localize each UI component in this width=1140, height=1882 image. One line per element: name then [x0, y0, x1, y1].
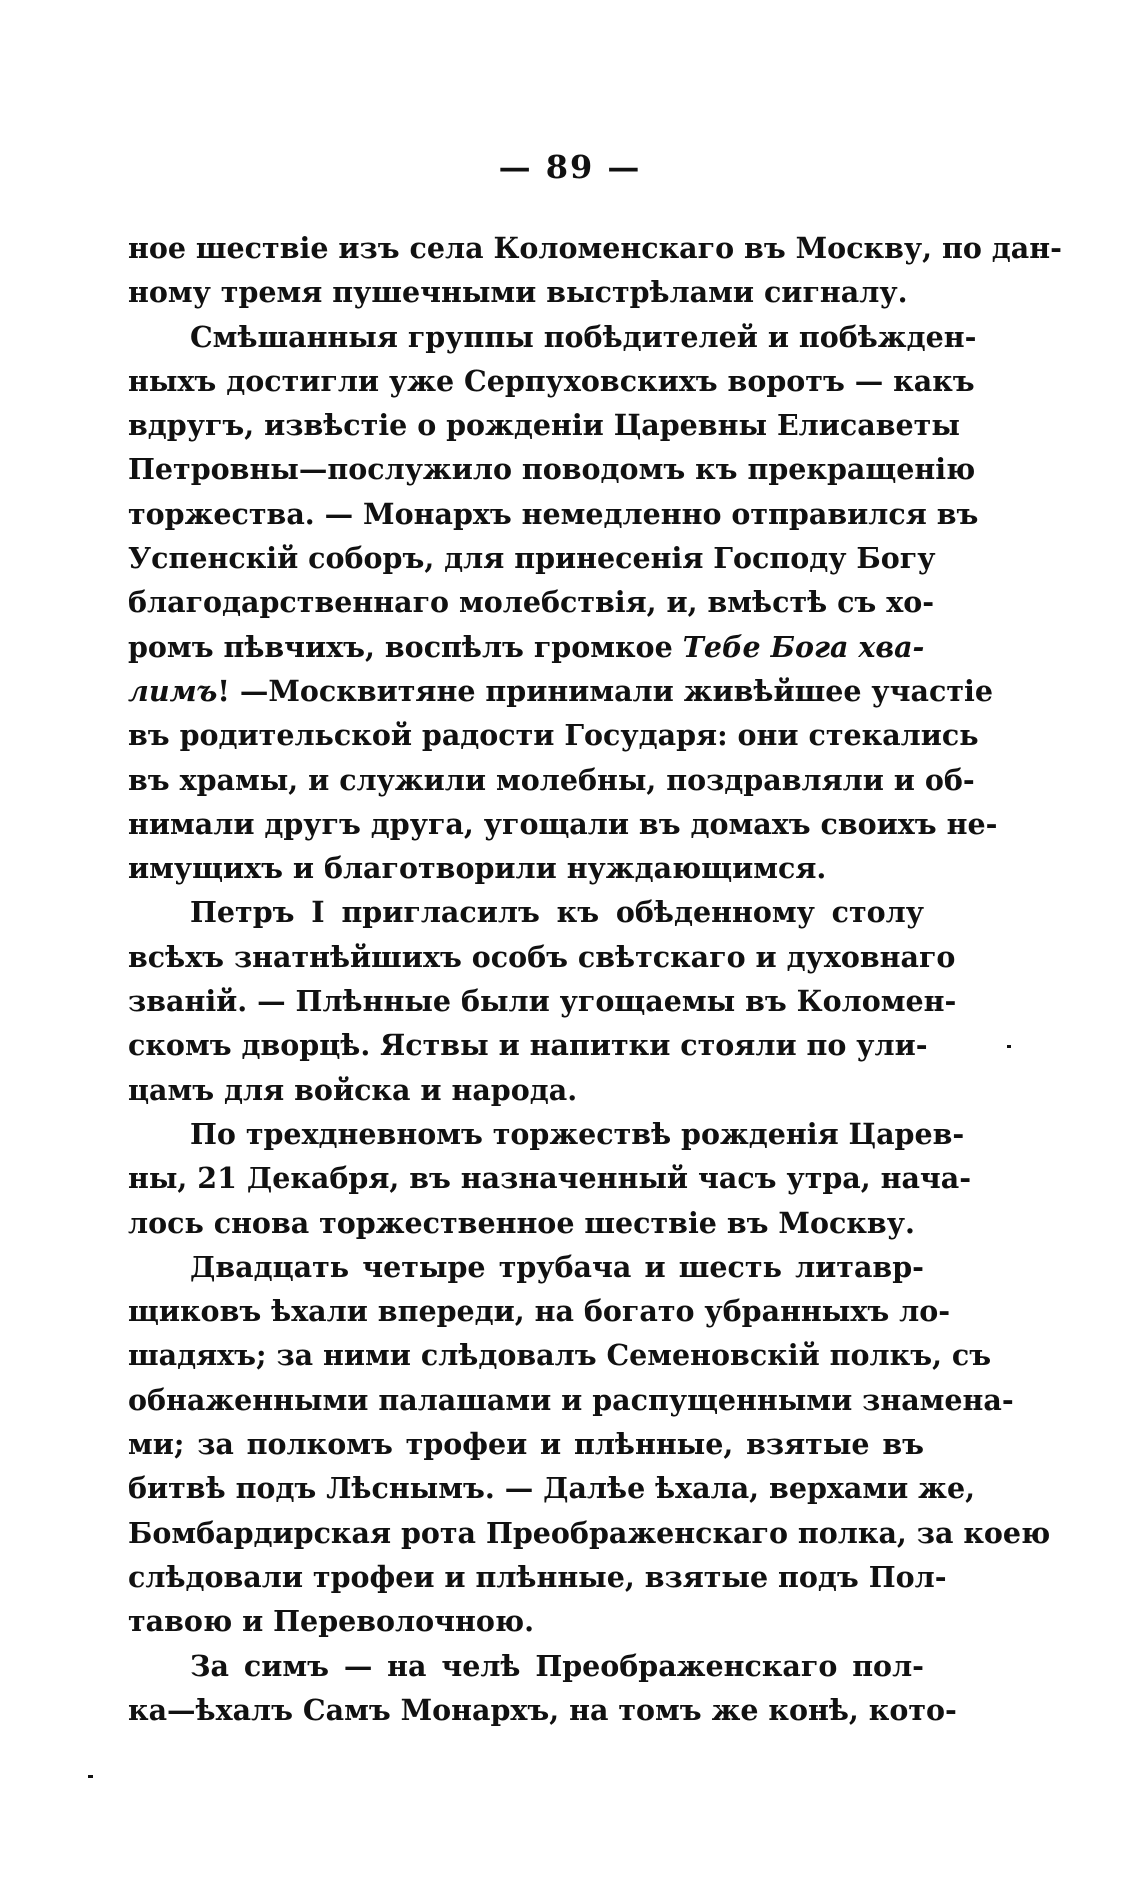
italic-text-run: лимъ [128, 673, 218, 708]
print-speck [88, 1775, 93, 1778]
text-line: вдругъ, извѣстіе о рожденіи Царевны Елисаветы [128, 408, 960, 443]
text-line: въ родительской радости Государя: они стекались [128, 718, 979, 753]
text-line: ное шествіе изъ села Коломенскаго въ Москву, по дан- [128, 231, 1062, 265]
paragraph [128, 226, 1062, 315]
text-line: всѣхъ знатнѣйшихъ особъ свѣтскаго и духовнаго [128, 939, 956, 974]
text-line: тавою и Переволочною. [128, 1604, 535, 1639]
text-line: цамъ для войска и народа. [128, 1072, 578, 1107]
print-speck [1007, 1045, 1011, 1048]
text-line: торжества. — Монархъ немедленно отправился въ [128, 496, 979, 531]
page-number: — 89 — [498, 148, 642, 186]
text-line: благодарственнаго молебствія, и, вмѣстѣ съ хо- [128, 585, 935, 620]
text-run: ! —Москвитяне принимали живѣйшее участіе [217, 673, 993, 708]
text-line: Двадцать четыре трубача и шесть литавр- [190, 1249, 924, 1284]
text-line: Успенскій соборъ, для принесенія Господу Богу [128, 541, 936, 576]
text-line [128, 625, 924, 669]
paragraph [128, 315, 998, 891]
text-line: лось снова торжественное шествіе въ Москву. [128, 1205, 915, 1240]
text-line [128, 669, 993, 713]
text-line: скомъ дворцѣ. Яствы и напитки стояли по ули- [128, 1028, 928, 1063]
text-run: ромъ пѣвчихъ, воспѣлъ громкое [128, 629, 683, 664]
text-line: ныхъ достигли уже Серпуховскихъ воротъ — какъ [128, 363, 975, 398]
text-line: нимали другъ друга, угощали въ домахъ своихъ не- [128, 806, 998, 841]
paragraph [128, 1245, 1051, 1644]
paragraph [128, 890, 957, 1111]
text-line: ны, 21 Декабря, въ назначенный часъ утра, нача- [128, 1161, 972, 1196]
text-line: ному тремя пушечными выстрѣлами сигналу. [128, 275, 908, 310]
text-line: Смѣшанныя группы побѣдителей и побѣжден- [190, 319, 977, 354]
paragraph [128, 1112, 972, 1245]
text-line: ка—ѣхалъ Самъ Монархъ, на томъ же конѣ, кото- [128, 1692, 957, 1727]
text-line: Петровны—послужило поводомъ къ прекращенію [128, 452, 976, 487]
text-line: ми; за полкомъ трофеи и плѣнные, взятые въ [128, 1427, 924, 1462]
text-line: битвѣ подъ Лѣснымъ. — Далѣе ѣхала, верхами же, [128, 1471, 975, 1506]
text-line: За симъ — на челѣ Преображенскаго пол- [190, 1648, 924, 1683]
text-line: Петръ I пригласилъ къ обѣденному столу [190, 895, 924, 930]
text-line: шадяхъ; за ними слѣдовалъ Семеновскій полкъ, съ [128, 1338, 992, 1373]
text-line: По трехдневномъ торжествѣ рожденія Царев- [190, 1116, 965, 1151]
italic-text-run: Тебе Бога хва- [682, 629, 925, 664]
text-line: Бомбардирская рота Преображенскаго полка, за коею [128, 1515, 1051, 1550]
text-line: обнаженными палашами и распущенными знамена- [128, 1382, 1014, 1417]
body-text [128, 226, 1062, 1732]
text-line: званій. — Плѣнные были угощаемы въ Коломен- [128, 984, 957, 1019]
text-line: щиковъ ѣхали впереди, на богато убранныхъ ло- [128, 1294, 951, 1329]
text-line: имущихъ и благотворили нуждающимся. [128, 851, 827, 886]
text-line: слѣдовали трофеи и плѣнные, взятые подъ Пол- [128, 1559, 947, 1594]
paragraph [128, 1644, 957, 1733]
text-line: въ храмы, и служили молебны, поздравляли и об- [128, 762, 975, 797]
